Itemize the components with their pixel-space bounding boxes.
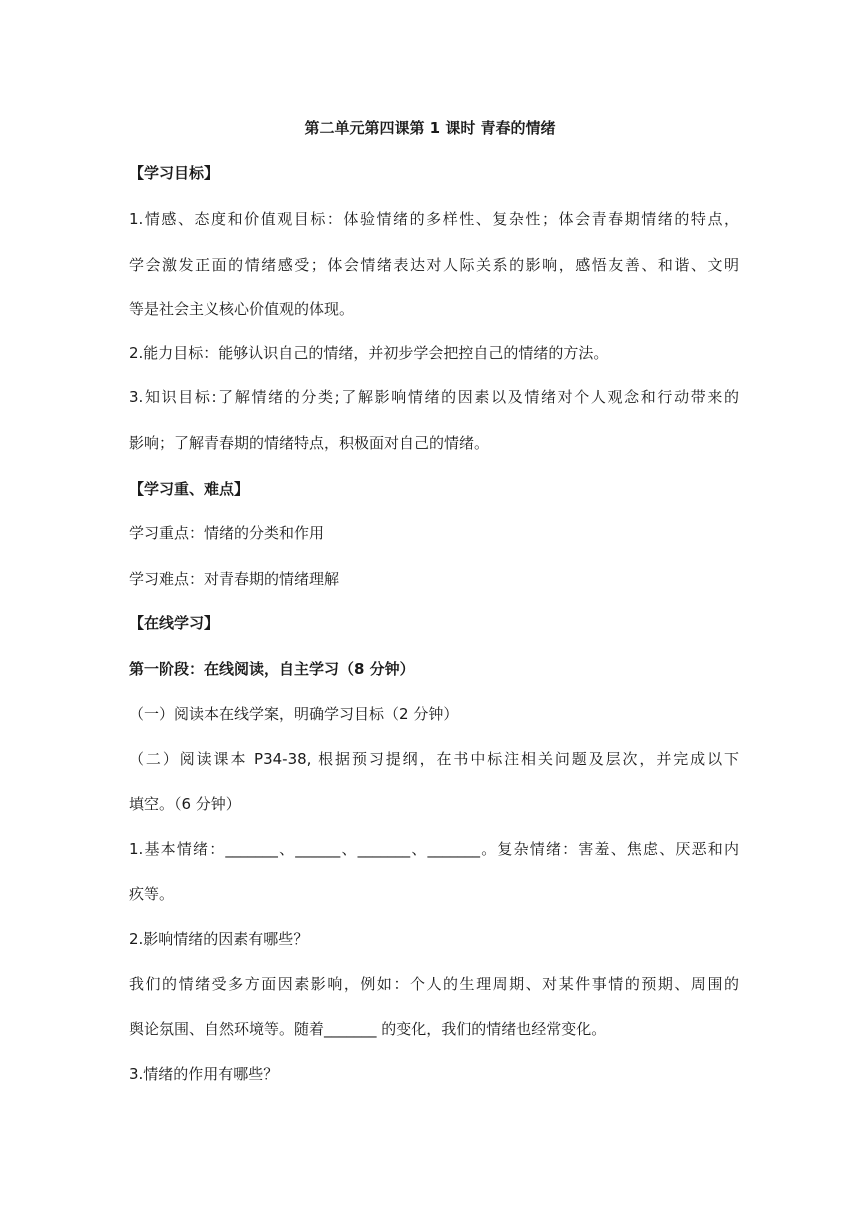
- question-2: 2.影响情绪的因素有哪些？: [129, 930, 309, 948]
- objective-3-line-2: 影响；了解青春期的情绪特点，积极面对自己的情绪。: [129, 434, 490, 452]
- online-heading: 【在线学习】: [129, 614, 220, 632]
- question-3: 3.情绪的作用有哪些？: [129, 1065, 279, 1083]
- objective-1-line-1: 1.情感、态度和价值观目标：体验情绪的多样性、复杂性；体会青春期情绪的特点，: [129, 210, 739, 228]
- step-1: （一）阅读本在线学案，明确学习目标（2 分钟）: [129, 705, 459, 723]
- question-2-answer-line-2: 舆论氛围、自然环境等。随着_______ 的变化，我们的情绪也经常变化。: [129, 1020, 607, 1038]
- key-points-heading: 【学习重、难点】: [129, 480, 250, 498]
- objective-3-line-1: 3.知识目标:了解情绪的分类;了解影响情绪的因素以及情绪对个人观念和行动带来的: [129, 388, 739, 406]
- question-1-line-1: 1.基本情绪：_______、______、_______、_______。复杂情绪：害羞、焦虑、厌恶和内: [129, 840, 739, 858]
- question-1-line-2: 疚等。: [129, 885, 175, 903]
- step-2-line-2: 填空。（6 分钟）: [129, 795, 241, 813]
- stage-1-heading: 第一阶段：在线阅读，自主学习（8 分钟）: [129, 660, 415, 678]
- document-title: 第二单元第四课第 1 课时 青春的情绪: [304, 119, 556, 137]
- question-2-answer-line-1: 我们的情绪受多方面因素影响，例如：个人的生理周期、对某件事情的预期、周围的: [129, 975, 739, 993]
- objective-1-line-3: 等是社会主义核心价值观的体现。: [129, 300, 355, 318]
- key-point-focus: 学习重点：情绪的分类和作用: [129, 524, 325, 542]
- key-point-difficulty: 学习难点：对青春期的情绪理解: [129, 570, 340, 588]
- step-2-line-1: （二）阅读课本 P34-38, 根据预习提纲，在书中标注相关问题及层次，并完成以下: [129, 750, 739, 768]
- objective-2: 2.能力目标：能够认识自己的情绪，并初步学会把控自己的情绪的方法。: [129, 344, 609, 362]
- objectives-heading: 【学习目标】: [129, 164, 220, 182]
- objective-1-line-2: 学会激发正面的情绪感受；体会情绪表达对人际关系的影响，感悟友善、和谐、文明: [129, 256, 739, 274]
